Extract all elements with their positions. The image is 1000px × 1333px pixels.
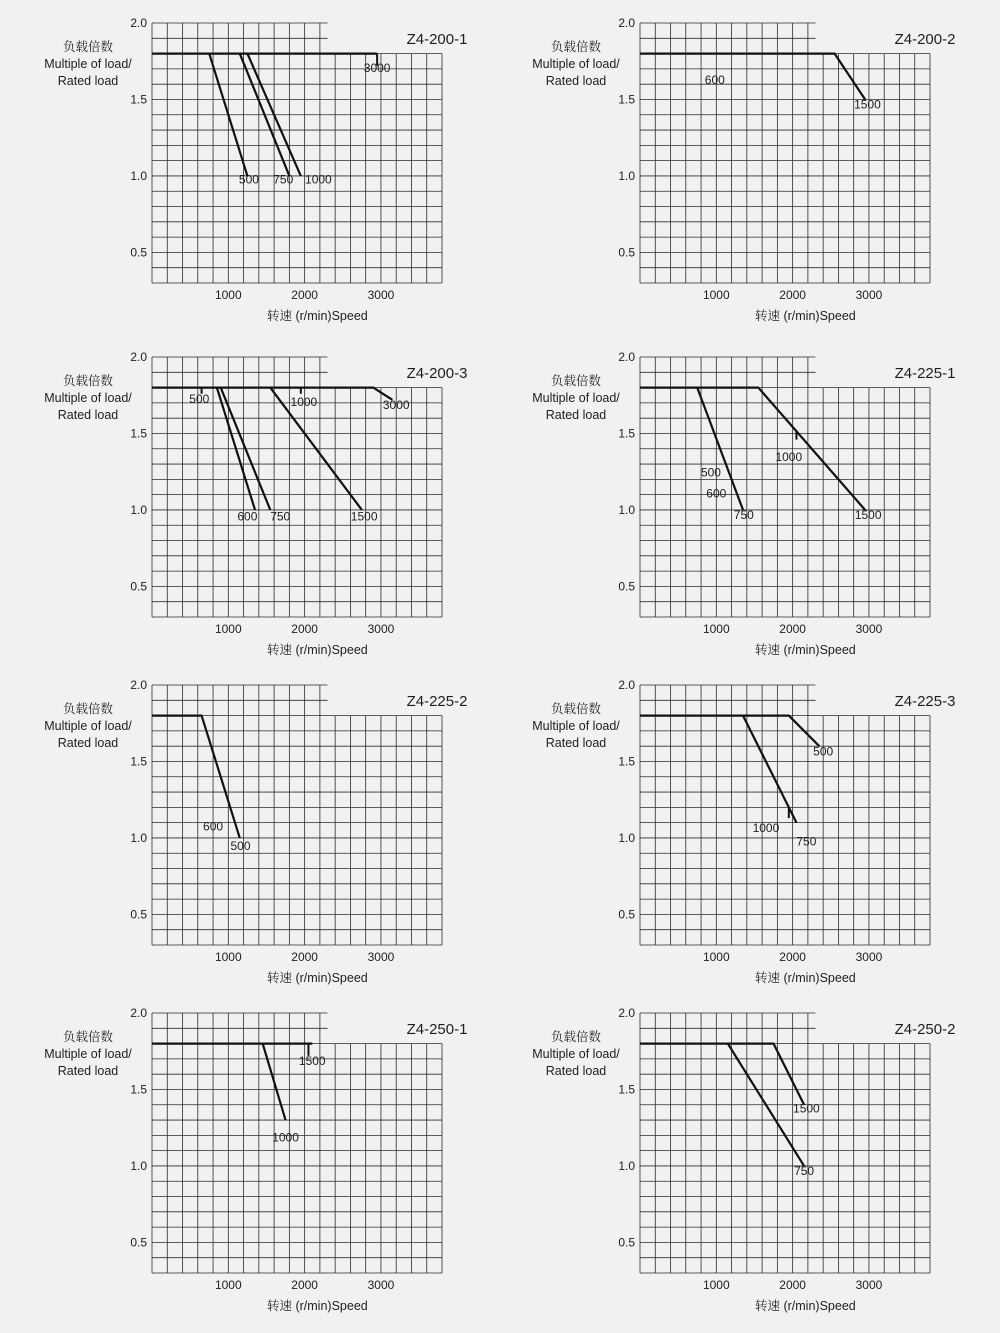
speed-label: 750	[273, 172, 294, 187]
chart-panel	[532, 678, 955, 985]
chart-panel	[44, 16, 467, 323]
chart-title: Z4-200-1	[406, 31, 468, 48]
y-tick-label: 2.0	[130, 1006, 147, 1020]
chart-title: Z4-225-1	[894, 365, 956, 382]
speed-label: 600	[203, 819, 224, 834]
speed-label: 1500	[298, 1054, 326, 1068]
x-tick-label: 2000	[779, 622, 806, 636]
y-axis-label-en: Multiple of load/	[532, 719, 620, 733]
x-tick-label: 3000	[855, 1278, 883, 1292]
y-axis-label-en-2: Rated load	[57, 74, 119, 88]
x-tick-label: 3000	[855, 950, 883, 964]
x-tick-label: 2000	[779, 1278, 806, 1292]
y-axis-label-en-2: Rated load	[57, 1064, 119, 1078]
speed-label: 500	[813, 744, 834, 759]
chart-title: Z4-225-2	[406, 693, 468, 710]
speed-label: 1000	[775, 450, 803, 464]
x-tick-label: 1000	[214, 622, 242, 636]
speed-label: 3000	[382, 398, 410, 412]
speed-label: 500	[189, 391, 210, 406]
y-axis-label-cn: 负载倍数	[62, 40, 114, 54]
y-tick-label: 1.0	[130, 1158, 147, 1173]
speed-label: 600	[706, 486, 727, 501]
x-tick-label: 1000	[702, 288, 730, 302]
y-axis-label-en-2: Rated load	[545, 736, 607, 750]
speed-label: 3000	[363, 60, 391, 75]
chart-title: Z4-200-3	[406, 365, 468, 382]
chart-panel	[532, 1006, 955, 1313]
speed-label: 1500	[854, 508, 882, 523]
speed-label: 600	[237, 509, 258, 524]
y-axis-label-en-2: Rated load	[545, 408, 607, 422]
x-tick-label: 2000	[779, 288, 806, 302]
speed-label: 750	[794, 1164, 815, 1179]
y-tick-label: 2.0	[618, 16, 635, 30]
chart-title: Z4-250-1	[406, 1021, 468, 1038]
y-axis-label-en: Multiple of load/	[44, 719, 132, 733]
y-tick-label: 1.0	[618, 1158, 635, 1173]
y-tick-label: 1.5	[130, 426, 147, 441]
y-tick-label: 0.5	[130, 245, 147, 260]
load-curve	[640, 54, 865, 100]
y-axis-label-en: Multiple of load/	[44, 1047, 132, 1061]
y-axis-label-en-2: Rated load	[545, 74, 607, 88]
y-tick-label: 0.5	[618, 579, 635, 594]
y-axis-label-en-2: Rated load	[57, 408, 119, 422]
x-tick-label: 1000	[214, 950, 242, 964]
speed-label: 500	[238, 172, 259, 187]
x-tick-label: 1000	[214, 288, 242, 302]
chart-panel	[44, 350, 467, 657]
chart-title: Z4-200-2	[894, 31, 956, 48]
x-axis-label: 转速 (r/min)Speed	[267, 1299, 368, 1313]
y-tick-label: 0.5	[130, 579, 147, 594]
speed-label: 500	[230, 839, 251, 854]
speed-label: 500	[700, 465, 721, 480]
y-axis-label-en: Multiple of load/	[532, 391, 620, 405]
y-tick-label: 0.5	[130, 1235, 147, 1250]
speed-label: 750	[733, 508, 754, 523]
y-tick-label: 0.5	[130, 907, 147, 922]
x-axis-label: 转速 (r/min)Speed	[267, 643, 368, 657]
speed-label: 1500	[350, 509, 378, 524]
chart-title: Z4-225-3	[894, 693, 956, 710]
x-tick-label: 3000	[367, 288, 395, 302]
chart-panel	[44, 1006, 467, 1313]
y-axis-label-en-2: Rated load	[57, 736, 119, 750]
y-tick-label: 1.0	[618, 830, 635, 845]
x-tick-label: 3000	[855, 622, 883, 636]
x-axis-label: 转速 (r/min)Speed	[755, 309, 856, 323]
y-tick-label: 1.0	[130, 830, 147, 845]
chart-panel	[44, 678, 467, 985]
y-tick-label: 2.0	[618, 350, 635, 364]
speed-label: 1000	[752, 820, 780, 835]
speed-label: 750	[270, 509, 291, 524]
x-tick-label: 3000	[367, 622, 395, 636]
speed-label: 1000	[272, 1130, 299, 1145]
y-axis-label-cn: 负载倍数	[550, 374, 602, 388]
y-tick-label: 2.0	[618, 1006, 635, 1020]
y-axis-label-cn: 负载倍数	[550, 1030, 602, 1044]
x-tick-label: 1000	[214, 1278, 242, 1292]
y-tick-label: 1.0	[130, 168, 147, 183]
y-axis-label-en: Multiple of load/	[44, 57, 132, 71]
x-tick-label: 2000	[291, 950, 318, 964]
y-axis-label-en: Multiple of load/	[44, 391, 132, 405]
y-axis-label-cn: 负载倍数	[62, 1030, 114, 1044]
y-axis-label-cn: 负载倍数	[550, 702, 602, 716]
x-tick-label: 2000	[291, 622, 318, 636]
speed-label: 1500	[854, 97, 881, 112]
x-tick-label: 2000	[291, 288, 318, 302]
y-tick-label: 1.5	[618, 92, 635, 107]
y-tick-label: 1.5	[130, 1082, 147, 1097]
x-tick-label: 1000	[702, 1278, 730, 1292]
x-tick-label: 3000	[367, 1278, 395, 1292]
x-axis-label: 转速 (r/min)Speed	[755, 1299, 856, 1313]
y-tick-label: 1.5	[130, 754, 147, 769]
x-tick-label: 3000	[367, 950, 395, 964]
x-tick-label: 1000	[702, 622, 730, 636]
speed-label: 600	[704, 73, 725, 88]
y-axis-label-cn: 负载倍数	[62, 702, 114, 716]
y-tick-label: 1.5	[618, 754, 635, 769]
y-tick-label: 0.5	[618, 907, 635, 922]
speed-label: 1500	[793, 1101, 820, 1116]
load-curve	[743, 716, 796, 823]
y-tick-label: 0.5	[618, 1235, 635, 1250]
chart-panel	[532, 350, 955, 657]
x-tick-label: 1000	[702, 950, 730, 964]
x-axis-label: 转速 (r/min)Speed	[755, 643, 856, 657]
y-tick-label: 2.0	[130, 678, 147, 692]
speed-label: 1000	[290, 394, 318, 409]
y-tick-label: 2.0	[618, 678, 635, 692]
y-tick-label: 2.0	[130, 350, 147, 364]
y-axis-label-en: Multiple of load/	[532, 57, 620, 71]
speed-label: 1000	[305, 172, 332, 187]
x-axis-label: 转速 (r/min)Speed	[267, 309, 368, 323]
y-axis-label-cn: 负载倍数	[550, 40, 602, 54]
chart-panel	[532, 16, 955, 323]
y-tick-label: 1.5	[618, 426, 635, 441]
x-tick-label: 3000	[855, 288, 883, 302]
y-tick-label: 0.5	[618, 245, 635, 260]
y-axis-label-en-2: Rated load	[545, 1064, 607, 1078]
y-tick-label: 1.0	[130, 502, 147, 517]
y-tick-label: 1.0	[618, 168, 635, 183]
y-tick-label: 1.5	[130, 92, 147, 107]
y-axis-label-cn: 负载倍数	[62, 374, 114, 388]
speed-label: 750	[796, 834, 817, 849]
chart-title: Z4-250-2	[894, 1021, 956, 1038]
x-axis-label: 转速 (r/min)Speed	[755, 971, 856, 985]
y-tick-label: 2.0	[130, 16, 147, 30]
x-axis-label: 转速 (r/min)Speed	[267, 971, 368, 985]
y-axis-label-en: Multiple of load/	[532, 1047, 620, 1061]
y-tick-label: 1.0	[618, 502, 635, 517]
x-tick-label: 2000	[779, 950, 806, 964]
y-tick-label: 1.5	[618, 1082, 635, 1097]
x-tick-label: 2000	[291, 1278, 318, 1292]
